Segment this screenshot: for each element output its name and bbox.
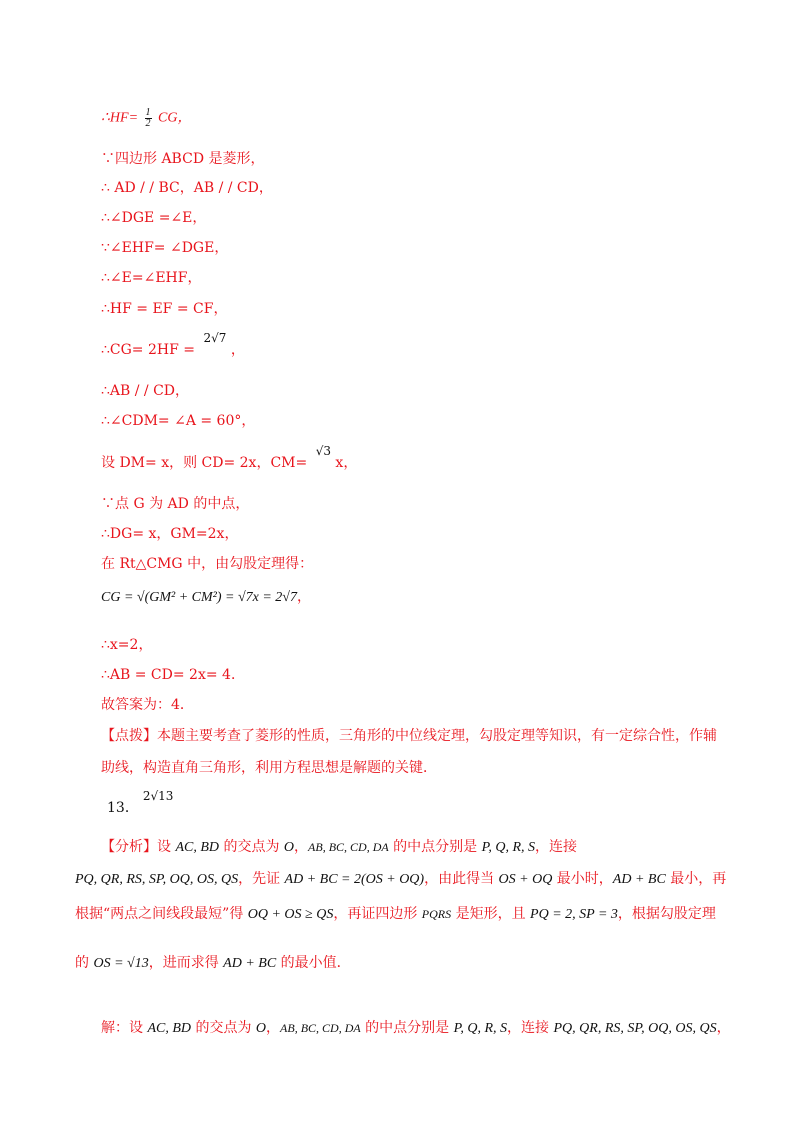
line-x-equals-2: ∴x=2， <box>101 637 153 653</box>
line-dg-gm: ∴DG= x，GM=2x， <box>101 526 239 542</box>
math: AD + BC <box>612 872 666 887</box>
math: P, Q, R, S <box>453 1021 508 1036</box>
math: AB, BC, CD, DA <box>308 840 389 854</box>
text: 的中点分别是 <box>388 839 482 855</box>
line-answer: 故答案为：4． <box>101 697 194 713</box>
line-rhombus: ∵四边形 ABCD 是菱形， <box>101 151 265 167</box>
question-13 <box>107 789 174 817</box>
tip-line-1: 【点拨】本题主要考查了菱形的性质，三角形的中位线定理，勾股定理等知识，有一定综合性，作辅 <box>101 728 717 744</box>
line-text: ， <box>226 342 245 358</box>
line-parallel: ∴ AD / / BC，AB / / CD， <box>101 180 273 196</box>
text: 的 <box>75 955 94 971</box>
text: ， <box>266 1020 281 1036</box>
solution-line-1 <box>101 1019 731 1038</box>
fraction-one-half <box>145 108 152 129</box>
text: ，再证四边形 <box>333 906 422 922</box>
text: ，先证 <box>238 871 285 887</box>
line-text: 设 DM= x，则 CD= 2x，CM= <box>101 455 312 471</box>
line-text: x， <box>330 455 358 471</box>
analysis-line-1 <box>101 838 577 857</box>
line-text: CG， <box>154 110 192 126</box>
math: OS = √13 <box>93 956 149 971</box>
text: 根据“两点之间线段最短”得 <box>75 906 248 922</box>
fraction-numerator: 1 <box>145 107 151 118</box>
analysis-line-3 <box>75 905 716 924</box>
fraction-denominator: 2 <box>145 118 151 129</box>
text: 的最小值． <box>276 955 351 971</box>
line-text: ， <box>297 589 311 605</box>
line-text: ∴CG= 2HF = <box>101 342 200 358</box>
question-number: 13． <box>107 800 139 816</box>
text: ， <box>716 1020 731 1036</box>
line-angle-dge: ∴∠DGE =∠E， <box>101 210 207 226</box>
line-angle-cdm: ∴∠CDM= ∠A = 60°， <box>101 413 256 429</box>
text: ，根据勾股定理 <box>617 906 716 922</box>
line-ab-cd-4: ∴AB = CD= 2x= 4． <box>101 667 245 683</box>
line-ab-parallel-cd: ∴AB / / CD， <box>101 383 190 399</box>
analysis-line-2 <box>75 870 726 889</box>
text: 最小，再 <box>665 871 727 887</box>
math: AD + BC = 2(OS + OQ) <box>284 872 425 887</box>
line-cg-value <box>101 331 245 359</box>
math: PQRS <box>421 907 452 921</box>
line-angle-ehf: ∵∠EHF= ∠DGE， <box>101 240 229 256</box>
math: OQ + OS ≥ QS <box>247 907 334 922</box>
analysis-line-4 <box>75 954 351 973</box>
math: AD + BC <box>223 956 277 971</box>
math: AC, BD <box>147 1021 192 1036</box>
text: ，进而求得 <box>148 955 224 971</box>
text: ，由此得当 <box>424 871 499 887</box>
text: 的交点为 <box>219 839 284 855</box>
line-text: ∴HF= <box>101 110 142 126</box>
math: OS + OQ <box>498 872 553 887</box>
math: AC, BD <box>175 840 220 855</box>
line-angle-e: ∴∠E=∠EHF， <box>101 270 202 286</box>
math: PQ, QR, RS, SP, OQ, OS, QS <box>75 872 239 887</box>
line-pythagoras-intro: 在 Rt△CMG 中，由勾股定理得： <box>101 556 314 572</box>
line-cg-formula <box>101 588 311 607</box>
tip-line-2: 助线，构造直角三角形，利用方程思想是解题的关键． <box>101 760 437 776</box>
text: ，连接 <box>535 839 578 855</box>
text: 【分析】设 <box>101 839 176 855</box>
math-cg-formula: CG = √(GM² + CM²) = √7x = 2√7 <box>101 590 297 605</box>
math: PQ = 2, SP = 3 <box>530 907 618 922</box>
text: 最小时， <box>552 871 613 887</box>
math: O <box>283 840 295 855</box>
text: 的中点分别是 <box>360 1020 454 1036</box>
math: P, Q, R, S <box>481 840 536 855</box>
text: 解：设 <box>101 1020 148 1036</box>
text: ， <box>294 839 309 855</box>
text: 是矩形，且 <box>451 906 531 922</box>
math-root-three: √3 <box>315 444 331 458</box>
text: ，连接 <box>507 1020 554 1036</box>
line-hf-ef-cf: ∴HF = EF = CF， <box>101 301 228 317</box>
line-set-dm <box>101 444 358 472</box>
line-hf-half-cg <box>101 108 191 129</box>
math: PQ, QR, RS, SP, OQ, OS, QS <box>553 1021 717 1036</box>
math: AB, BC, CD, DA <box>280 1021 361 1035</box>
text: 的交点为 <box>191 1020 256 1036</box>
math: O <box>255 1021 267 1036</box>
line-midpoint-g: ∵点 G 为 AD 的中点， <box>101 496 250 512</box>
math-two-root-seven: 2√7 <box>203 331 227 345</box>
math-answer-two-root-13: 2√13 <box>142 789 174 803</box>
